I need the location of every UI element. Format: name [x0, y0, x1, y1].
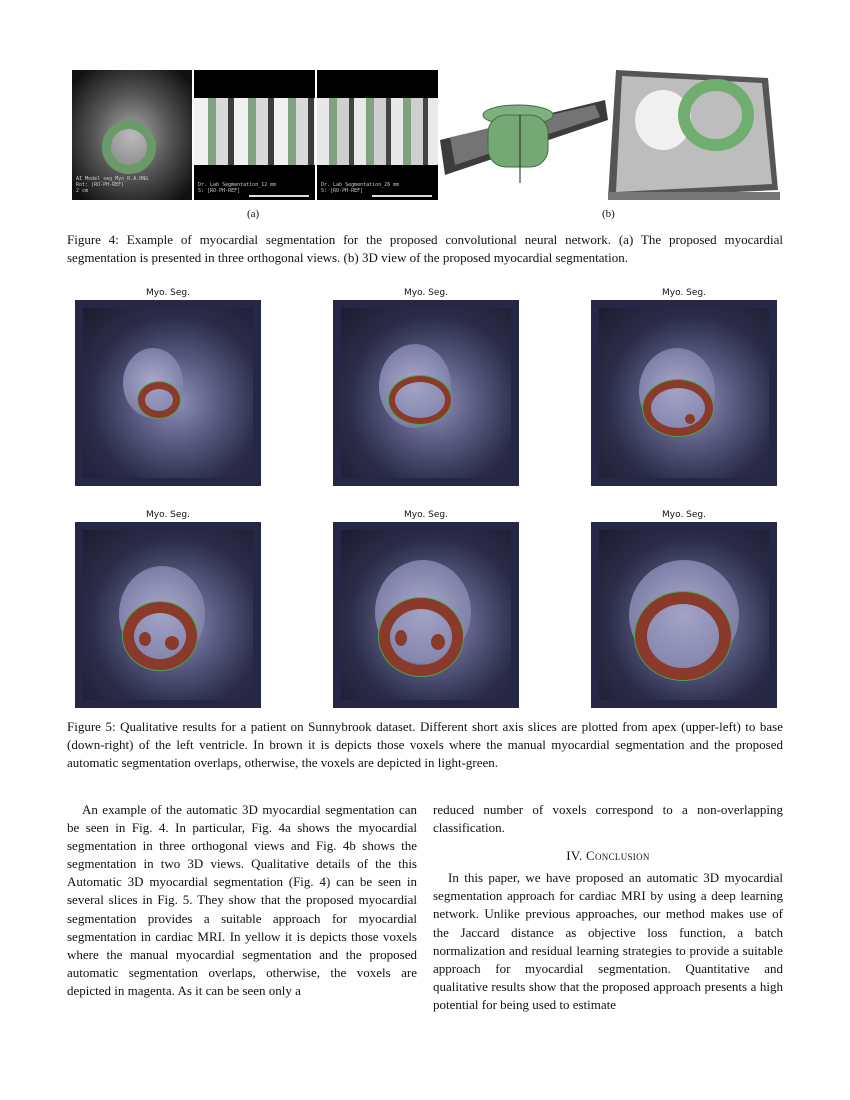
papillary-muscle [139, 632, 151, 646]
mri-slice-image [83, 308, 253, 478]
mri-slice-image [599, 308, 769, 478]
papillary-muscle [165, 636, 179, 650]
slice-panel-1 [75, 300, 261, 486]
figure-5-caption: Figure 5: Qualitative results for a patient on Sunnybrook dataset. Different short axis slices are plotted from apex (upper-left) to base (down-right) of the left ventricle. In brown it is depicts those voxels where the manual myocardial segmentation and the proposed automatic segmentation overlaps, otherwise, the voxels are depicted in light-green. [67, 719, 783, 770]
slice-panel-2 [333, 300, 519, 486]
view-overlay-text: AI Model_seg_Myo_R.A.HNG Rot: (RO-PH-REF) 2 cm [76, 176, 149, 194]
myocardium-segmentation [643, 380, 713, 436]
panel-title: Myo. Seg. [662, 510, 706, 520]
scale-bar [249, 195, 309, 197]
view-overlay-text: Dr. Lab Segmentation_12 mm S: [RO-PH-REF] [198, 182, 277, 194]
papillary-muscle [395, 630, 407, 646]
slice-panel-6 [591, 522, 777, 708]
panel-title: Myo. Seg. [404, 288, 448, 298]
figure-4-caption: Figure 4: Example of myocardial segmentation for the proposed convolutional neural network. (a) The proposed myocardial segmentation is presented in three orthogonal views. (b) 3D view of the proposed myocardial segmentation. [67, 232, 783, 265]
conclusion-paragraph: In this paper, we have proposed an automatic 3D myocardial segmentation approach for cardiac MRI by using a deep learning network. Unlike previous approaches, our method makes use of the Jaccard distance as objective loss function, a batch normalization and residual learning strategies to provide a suitable approach for myocardial segmentation. Quantitative and qualitative results show that the proposed approach presents a high potential for being used to estimate [433, 870, 783, 1012]
mri-slice-image [83, 530, 253, 700]
section-heading: IV. Conclusion [566, 848, 650, 864]
figure-4a-label: (a) [247, 208, 260, 220]
panel-title: Myo. Seg. [404, 510, 448, 520]
right-column [433, 801, 783, 1014]
myocardium-segmentation [379, 598, 463, 676]
fig4a-axial-view [72, 70, 192, 200]
papillary-muscle [685, 414, 695, 424]
panel-title: Myo. Seg. [146, 288, 190, 298]
fig4b-3d-view-left [440, 95, 610, 185]
myocardium-3d-body [488, 115, 548, 167]
slice-panel-4 [75, 522, 261, 708]
panel-title: Myo. Seg. [662, 288, 706, 298]
slice-panel-5 [333, 522, 519, 708]
myocardium-segmentation [138, 382, 180, 418]
view-overlay-text: Dr. Lab Segmentation_26 mm S: [RO-PH-REF] [321, 182, 400, 194]
panel-title: Myo. Seg. [146, 510, 190, 520]
mri-slice-image [341, 308, 511, 478]
slice-panel-3 [591, 300, 777, 486]
scale-bar [372, 195, 432, 197]
fig4a-sagittal-view [194, 70, 315, 200]
longitudinal-slice-image [317, 98, 438, 165]
papillary-muscle [431, 634, 445, 650]
myocardium-segmentation [123, 602, 197, 670]
results-paragraph: An example of the automatic 3D myocardial segmentation can be seen in Fig. 4. In particular, Fig. 4a shows the myocardial segmentation in three orthogonal views and Fig. 4b shows the segmentation in two 3D views. Qualitative details of the this Automatic 3D myocardial segmentation (Fig. 4) can be seen in several slices in Fig. 5. They show that the proposed myocardial segmentation provides a suitable approach for myocardial segmentation in cardiac MRI. In yellow it is depicts those voxels where the manual myocardial segmentation and the proposed automatic segmentation overlaps, otherwise, the voxels are depicted in magenta. As it can be seen only a [67, 802, 417, 998]
myocardium-segmentation [635, 592, 731, 680]
figure-4b-label: (b) [602, 208, 615, 220]
plane-shadow [608, 192, 780, 200]
mri-slice-image [599, 530, 769, 700]
myocardium-segmentation-ring [102, 120, 156, 174]
fig4a-coronal-view [317, 70, 438, 200]
results-paragraph-continued: reduced number of voxels correspond to a non-overlapping classification. [433, 802, 783, 836]
left-column [67, 801, 417, 1000]
longitudinal-slice-image [194, 98, 315, 165]
mri-slice-image [341, 530, 511, 700]
myocardium-segmentation [389, 376, 451, 424]
fig4b-3d-view-right [608, 70, 780, 200]
